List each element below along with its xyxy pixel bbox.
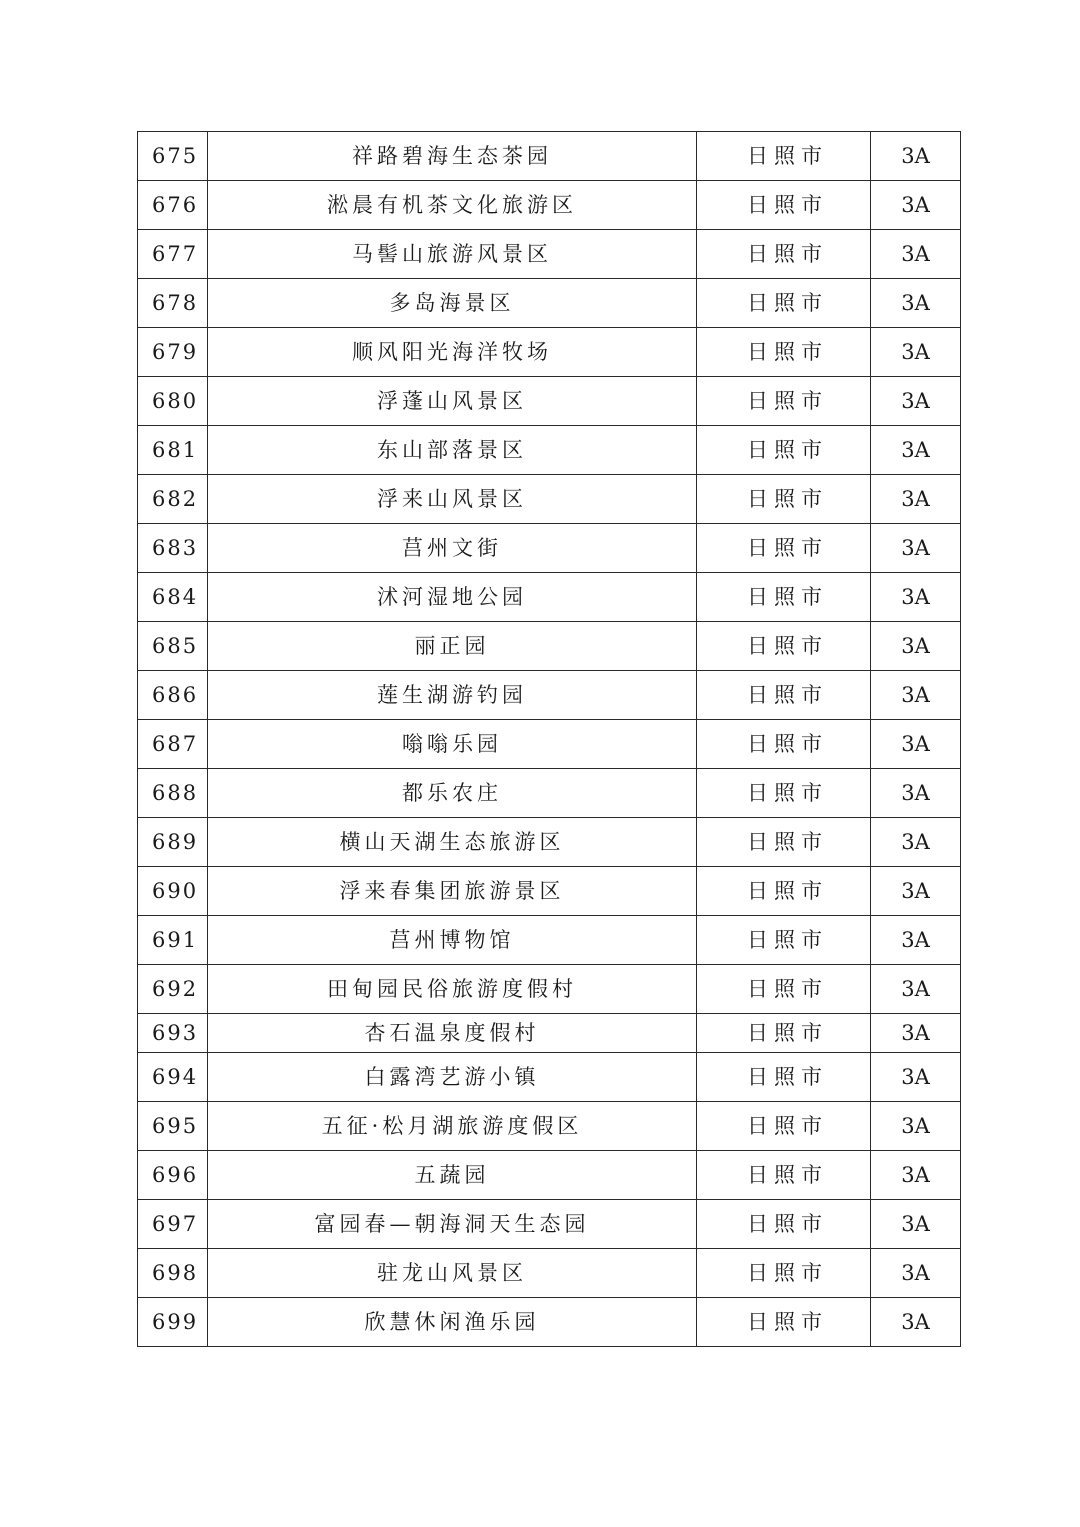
table-row <box>138 475 961 524</box>
row-number: 685 <box>138 622 208 671</box>
row-number: 683 <box>138 524 208 573</box>
city-name: 日照市 <box>697 965 871 1014</box>
row-number: 684 <box>138 573 208 622</box>
city-name: 日照市 <box>697 1102 871 1151</box>
grade-level: 3A <box>871 671 961 720</box>
grade-level: 3A <box>871 132 961 181</box>
row-number: 686 <box>138 671 208 720</box>
grade-level: 3A <box>871 1200 961 1249</box>
grade-level: 3A <box>871 965 961 1014</box>
grade-level: 3A <box>871 867 961 916</box>
city-name: 日照市 <box>697 377 871 426</box>
scenic-spot-name: 嗡嗡乐园 <box>208 720 697 769</box>
city-name: 日照市 <box>697 475 871 524</box>
table-row <box>138 132 961 181</box>
table-row <box>138 867 961 916</box>
row-number: 682 <box>138 475 208 524</box>
table-row <box>138 1200 961 1249</box>
scenic-spot-name: 欣慧休闲渔乐园 <box>208 1298 697 1347</box>
row-number: 697 <box>138 1200 208 1249</box>
table-row <box>138 1014 961 1053</box>
grade-level: 3A <box>871 279 961 328</box>
table-row <box>138 965 961 1014</box>
grade-level: 3A <box>871 230 961 279</box>
table-row <box>138 622 961 671</box>
grade-level: 3A <box>871 769 961 818</box>
scenic-spot-name: 五蔬园 <box>208 1151 697 1200</box>
city-name: 日照市 <box>697 867 871 916</box>
city-name: 日照市 <box>697 426 871 475</box>
row-number: 688 <box>138 769 208 818</box>
table-row <box>138 524 961 573</box>
row-number: 679 <box>138 328 208 377</box>
scenic-spot-name: 杏石温泉度假村 <box>208 1014 697 1053</box>
scenic-spot-name: 都乐农庄 <box>208 769 697 818</box>
row-number: 699 <box>138 1298 208 1347</box>
grade-level: 3A <box>871 622 961 671</box>
table-body <box>138 132 961 1347</box>
grade-level: 3A <box>871 1249 961 1298</box>
row-number: 693 <box>138 1014 208 1053</box>
table-row <box>138 1053 961 1102</box>
scenic-spot-name: 莒州博物馆 <box>208 916 697 965</box>
scenic-spot-name: 莒州文街 <box>208 524 697 573</box>
table-row <box>138 426 961 475</box>
city-name: 日照市 <box>697 279 871 328</box>
table-row <box>138 279 961 328</box>
row-number: 696 <box>138 1151 208 1200</box>
scenic-spot-name: 五征·松月湖旅游度假区 <box>208 1102 697 1151</box>
row-number: 678 <box>138 279 208 328</box>
scenic-spot-name: 浮来山风景区 <box>208 475 697 524</box>
city-name: 日照市 <box>697 230 871 279</box>
row-number: 691 <box>138 916 208 965</box>
grade-level: 3A <box>871 426 961 475</box>
scenic-spot-name: 丽正园 <box>208 622 697 671</box>
scenic-spot-name: 莲生湖游钓园 <box>208 671 697 720</box>
scenic-spot-name: 祥路碧海生态茶园 <box>208 132 697 181</box>
city-name: 日照市 <box>697 1298 871 1347</box>
table-row <box>138 818 961 867</box>
row-number: 680 <box>138 377 208 426</box>
grade-level: 3A <box>871 524 961 573</box>
scenic-spot-name: 马髻山旅游风景区 <box>208 230 697 279</box>
scenic-spot-name: 顺风阳光海洋牧场 <box>208 328 697 377</box>
row-number: 681 <box>138 426 208 475</box>
table-row <box>138 181 961 230</box>
row-number: 694 <box>138 1053 208 1102</box>
city-name: 日照市 <box>697 573 871 622</box>
table-row <box>138 328 961 377</box>
table-row <box>138 769 961 818</box>
table-row <box>138 671 961 720</box>
table-row <box>138 1249 961 1298</box>
scenic-spot-name: 沭河湿地公园 <box>208 573 697 622</box>
city-name: 日照市 <box>697 818 871 867</box>
scenic-spot-name: 田甸园民俗旅游度假村 <box>208 965 697 1014</box>
grade-level: 3A <box>871 1053 961 1102</box>
scenic-spot-name: 横山天湖生态旅游区 <box>208 818 697 867</box>
scenic-spot-name: 浮蓬山风景区 <box>208 377 697 426</box>
city-name: 日照市 <box>697 1151 871 1200</box>
grade-level: 3A <box>871 1102 961 1151</box>
table-row <box>138 573 961 622</box>
row-number: 676 <box>138 181 208 230</box>
table-row <box>138 720 961 769</box>
row-number: 677 <box>138 230 208 279</box>
scenic-spot-name: 富园春—朝海洞天生态园 <box>208 1200 697 1249</box>
city-name: 日照市 <box>697 622 871 671</box>
city-name: 日照市 <box>697 1249 871 1298</box>
grade-level: 3A <box>871 377 961 426</box>
grade-level: 3A <box>871 916 961 965</box>
city-name: 日照市 <box>697 524 871 573</box>
scenic-spot-table <box>137 131 961 1347</box>
grade-level: 3A <box>871 573 961 622</box>
table-row <box>138 1102 961 1151</box>
city-name: 日照市 <box>697 132 871 181</box>
row-number: 675 <box>138 132 208 181</box>
row-number: 689 <box>138 818 208 867</box>
grade-level: 3A <box>871 1298 961 1347</box>
scenic-spot-name: 驻龙山风景区 <box>208 1249 697 1298</box>
row-number: 692 <box>138 965 208 1014</box>
city-name: 日照市 <box>697 328 871 377</box>
city-name: 日照市 <box>697 181 871 230</box>
row-number: 698 <box>138 1249 208 1298</box>
row-number: 690 <box>138 867 208 916</box>
city-name: 日照市 <box>697 720 871 769</box>
scenic-spot-name: 淞晨有机茶文化旅游区 <box>208 181 697 230</box>
city-name: 日照市 <box>697 769 871 818</box>
scenic-spot-name: 东山部落景区 <box>208 426 697 475</box>
table-row <box>138 1151 961 1200</box>
table-row <box>138 230 961 279</box>
table-row <box>138 1298 961 1347</box>
grade-level: 3A <box>871 818 961 867</box>
city-name: 日照市 <box>697 1200 871 1249</box>
grade-level: 3A <box>871 1151 961 1200</box>
grade-level: 3A <box>871 181 961 230</box>
grade-level: 3A <box>871 328 961 377</box>
city-name: 日照市 <box>697 1053 871 1102</box>
table-row <box>138 916 961 965</box>
grade-level: 3A <box>871 720 961 769</box>
table-row <box>138 377 961 426</box>
scenic-spot-name: 白露湾艺游小镇 <box>208 1053 697 1102</box>
grade-level: 3A <box>871 475 961 524</box>
city-name: 日照市 <box>697 671 871 720</box>
scenic-spot-name: 浮来春集团旅游景区 <box>208 867 697 916</box>
grade-level: 3A <box>871 1014 961 1053</box>
row-number: 695 <box>138 1102 208 1151</box>
row-number: 687 <box>138 720 208 769</box>
scenic-spot-name: 多岛海景区 <box>208 279 697 328</box>
city-name: 日照市 <box>697 916 871 965</box>
city-name: 日照市 <box>697 1014 871 1053</box>
